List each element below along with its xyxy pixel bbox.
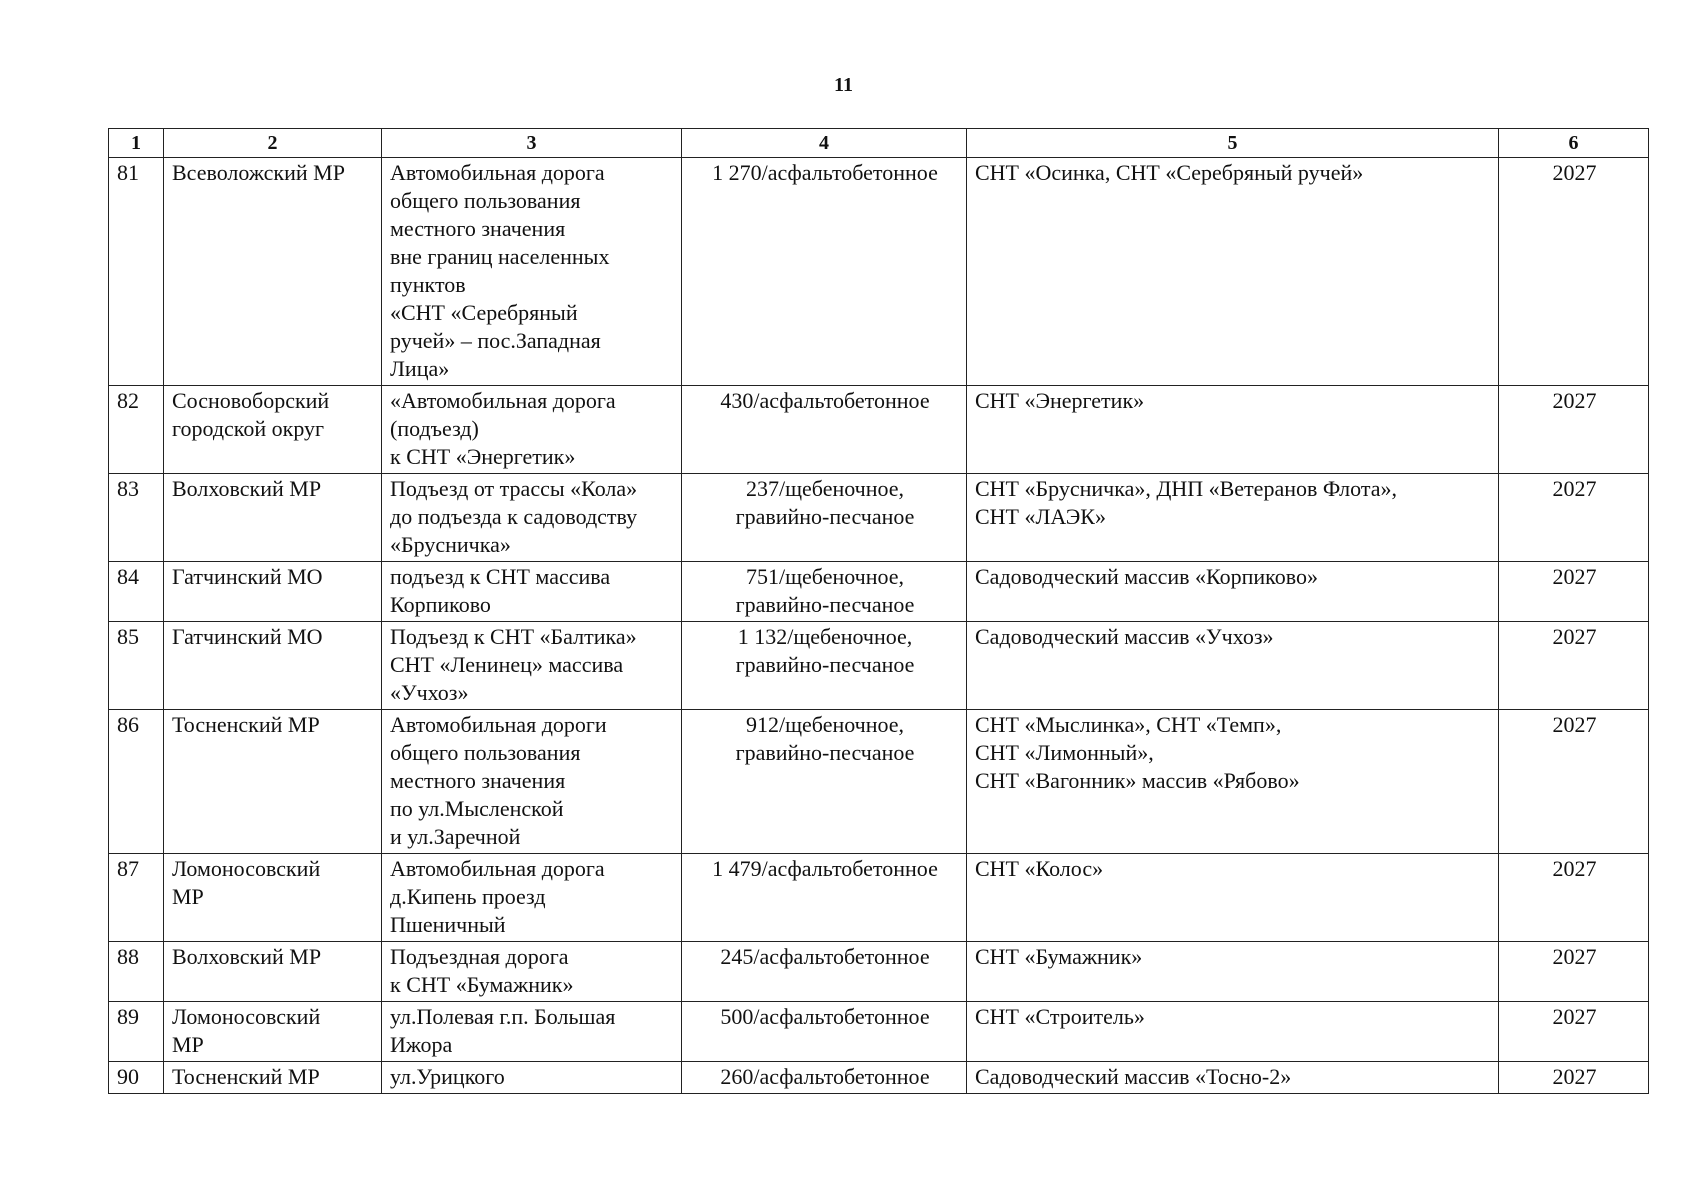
cell-road-name: Автомобильная дорога общего пользования местного значения вне границ населенных пунктов «СНТ «Серебряный ручей» – пос.Западная Лица» bbox=[382, 158, 682, 386]
cell-length-surface: 1 479/асфальтобетонное bbox=[682, 854, 967, 942]
cell-number: 82 bbox=[109, 386, 164, 474]
cell-district: Всеволожский МР bbox=[164, 158, 382, 386]
cell-connected-objects: СНТ «Энергетик» bbox=[967, 386, 1499, 474]
cell-district: Сосновоборский городской округ bbox=[164, 386, 382, 474]
cell-number: 86 bbox=[109, 710, 164, 854]
cell-year: 2027 bbox=[1499, 1002, 1649, 1062]
cell-length-surface: 245/асфальтобетонное bbox=[682, 942, 967, 1002]
table-row bbox=[109, 1002, 1649, 1062]
table-row bbox=[109, 562, 1649, 622]
cell-number: 89 bbox=[109, 1002, 164, 1062]
cell-connected-objects: СНТ «Строитель» bbox=[967, 1002, 1499, 1062]
page-number: 11 bbox=[834, 74, 853, 96]
cell-connected-objects: СНТ «Колос» bbox=[967, 854, 1499, 942]
header-cell-4: 4 bbox=[682, 129, 967, 158]
cell-connected-objects: Садоводческий массив «Тосно-2» bbox=[967, 1062, 1499, 1094]
cell-number: 81 bbox=[109, 158, 164, 386]
table-row bbox=[109, 1062, 1649, 1094]
cell-road-name: «Автомобильная дорога (подъезд) к СНТ «Энергетик» bbox=[382, 386, 682, 474]
cell-road-name: ул.Полевая г.п. Большая Ижора bbox=[382, 1002, 682, 1062]
table-row bbox=[109, 710, 1649, 854]
cell-road-name: Подъезд от трассы «Кола» до подъезда к садоводству «Брусничка» bbox=[382, 474, 682, 562]
cell-road-name: Автомобильная дороги общего пользования местного значения по ул.Мысленской и ул.Заречной bbox=[382, 710, 682, 854]
cell-road-name: Подъездная дорога к СНТ «Бумажник» bbox=[382, 942, 682, 1002]
cell-district: Волховский МР bbox=[164, 942, 382, 1002]
cell-connected-objects: Садоводческий массив «Корпиково» bbox=[967, 562, 1499, 622]
cell-district: Тосненский МР bbox=[164, 710, 382, 854]
cell-length-surface: 500/асфальтобетонное bbox=[682, 1002, 967, 1062]
cell-length-surface: 912/щебеночное, гравийно-песчаное bbox=[682, 710, 967, 854]
header-row bbox=[109, 129, 1649, 158]
cell-district: Волховский МР bbox=[164, 474, 382, 562]
cell-connected-objects: СНТ «Мыслинка», СНТ «Темп», СНТ «Лимонный», СНТ «Вагонник» массив «Рябово» bbox=[967, 710, 1499, 854]
header-cell-1: 1 bbox=[109, 129, 164, 158]
cell-length-surface: 1 270/асфальтобетонное bbox=[682, 158, 967, 386]
cell-number: 90 bbox=[109, 1062, 164, 1094]
cell-district: Гатчинский МО bbox=[164, 562, 382, 622]
header-cell-5: 5 bbox=[967, 129, 1499, 158]
header-cell-6: 6 bbox=[1499, 129, 1649, 158]
cell-year: 2027 bbox=[1499, 854, 1649, 942]
table-row bbox=[109, 386, 1649, 474]
table-row bbox=[109, 942, 1649, 1002]
table-row bbox=[109, 158, 1649, 386]
cell-road-name: Подъезд к СНТ «Балтика» СНТ «Ленинец» массива «Учхоз» bbox=[382, 622, 682, 710]
cell-year: 2027 bbox=[1499, 158, 1649, 386]
cell-year: 2027 bbox=[1499, 710, 1649, 854]
cell-road-name: подъезд к СНТ массива Корпиково bbox=[382, 562, 682, 622]
cell-connected-objects: СНТ «Брусничка», ДНП «Ветеранов Флота», СНТ «ЛАЭК» bbox=[967, 474, 1499, 562]
cell-number: 88 bbox=[109, 942, 164, 1002]
cell-year: 2027 bbox=[1499, 386, 1649, 474]
table-body bbox=[109, 158, 1649, 1094]
cell-length-surface: 751/щебеночное, гравийно-песчаное bbox=[682, 562, 967, 622]
cell-year: 2027 bbox=[1499, 562, 1649, 622]
cell-year: 2027 bbox=[1499, 1062, 1649, 1094]
cell-year: 2027 bbox=[1499, 942, 1649, 1002]
cell-district: Ломоносовский МР bbox=[164, 1002, 382, 1062]
cell-road-name: ул.Урицкого bbox=[382, 1062, 682, 1094]
cell-district: Гатчинский МО bbox=[164, 622, 382, 710]
cell-year: 2027 bbox=[1499, 622, 1649, 710]
table-row bbox=[109, 622, 1649, 710]
cell-road-name: Автомобильная дорога д.Кипень проезд Пшеничный bbox=[382, 854, 682, 942]
table-row bbox=[109, 854, 1649, 942]
cell-length-surface: 237/щебеночное, гравийно-песчаное bbox=[682, 474, 967, 562]
cell-connected-objects: Садоводческий массив «Учхоз» bbox=[967, 622, 1499, 710]
cell-number: 83 bbox=[109, 474, 164, 562]
cell-length-surface: 1 132/щебеночное, гравийно-песчаное bbox=[682, 622, 967, 710]
cell-connected-objects: СНТ «Бумажник» bbox=[967, 942, 1499, 1002]
cell-length-surface: 260/асфальтобетонное bbox=[682, 1062, 967, 1094]
table-row bbox=[109, 474, 1649, 562]
header-cell-2: 2 bbox=[164, 129, 382, 158]
cell-district: Ломоносовский МР bbox=[164, 854, 382, 942]
cell-connected-objects: СНТ «Осинка, СНТ «Серебряный ручей» bbox=[967, 158, 1499, 386]
cell-number: 84 bbox=[109, 562, 164, 622]
roads-table bbox=[108, 128, 1649, 1094]
header-cell-3: 3 bbox=[382, 129, 682, 158]
cell-number: 87 bbox=[109, 854, 164, 942]
cell-district: Тосненский МР bbox=[164, 1062, 382, 1094]
cell-length-surface: 430/асфальтобетонное bbox=[682, 386, 967, 474]
cell-number: 85 bbox=[109, 622, 164, 710]
cell-year: 2027 bbox=[1499, 474, 1649, 562]
